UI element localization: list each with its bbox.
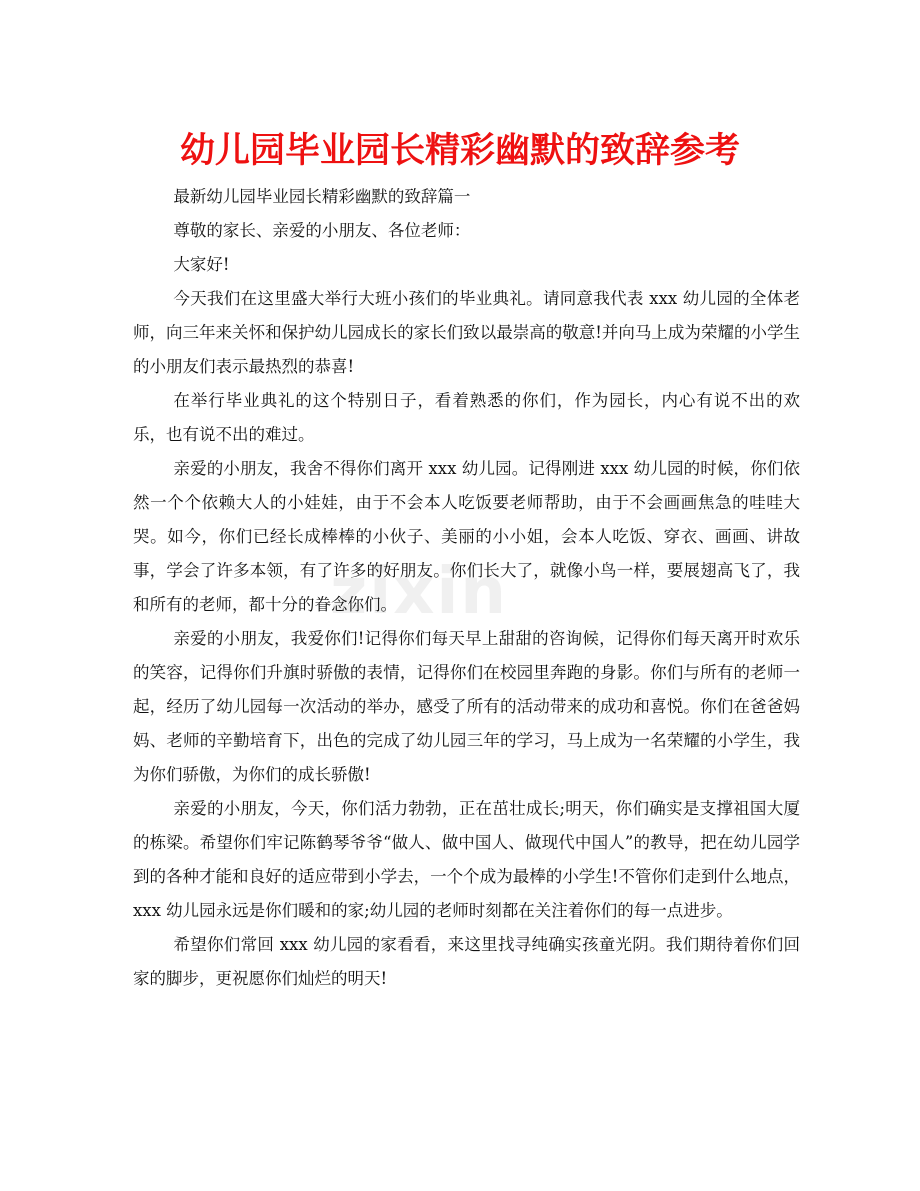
paragraph: 希望你们常回 xxx 幼儿园的家看看，来这里找寻纯确实孩童光阴。我们期待着你们回家的脚步，更祝愿你们灿烂的明天! <box>133 935 800 988</box>
paragraph: 亲爱的小朋友，我爱你们!记得你们每天早上甜甜的咨询候，记得你们每天离开时欢乐的笑容，记得你们升旗时骄傲的表情，记得你们在校园里奔跑的身影。你们与所有的老师一起，经历了幼儿园每一次活动的举办，感受了所有的活动带来的成功和喜悦。你们在爸爸妈妈、老师的辛勤培育下，出色的完成了幼儿园三年的学习，马上成为一名荣耀的小学生，我为你们骄傲，为你们的成长骄傲! <box>133 629 800 784</box>
document-body <box>133 180 800 996</box>
watermark: zixin <box>330 555 508 629</box>
greeting: 大家好! <box>173 255 230 274</box>
paragraph: 亲爱的小朋友，今天，你们活力勃勃，正在茁壮成长;明天，你们确实是支撑祖国大厦的栋梁。希望你们牢记陈鹤琴爷爷“做人、做中国人、做现代中国人”的教导，把在幼儿园学到的各种才能和良好的适应带到小学去，一个个成为最棒的小学生!不管你们走到什么地点，xxx 幼儿园永远是你们暖和的家;幼儿园的老师时刻都在关注着你们的每一点进步。 <box>133 799 800 920</box>
document-title: 幼儿园毕业园长精彩幽默的致辞参考 <box>179 131 740 171</box>
paragraph: 亲爱的小朋友，我舍不得你们离开 xxx 幼儿园。记得刚进 xxx 幼儿园的时候，你们依然一个个依赖大人的小娃娃，由于不会本人吃饭要老师帮助，由于不会画画焦急的哇哇大哭。如今，你们已经长成棒棒的小伙子、美丽的小小姐，会本人吃饭、穿衣、画画、讲故事，学会了许多本领，有了许多的好朋友。你们长大了，就像小鸟一样，要展翅高飞了，我和所有的老师，都十分的眷念你们。 <box>133 459 800 614</box>
section-heading: 最新幼儿园毕业园长精彩幽默的致辞篇一 <box>173 187 471 206</box>
salutation: 尊敬的家长、亲爱的小朋友、各位老师： <box>173 221 471 240</box>
paragraph: 在举行毕业典礼的这个特别日子，看着熟悉的你们，作为园长，内心有说不出的欢乐，也有说不出的难过。 <box>133 391 800 444</box>
paragraph: 今天我们在这里盛大举行大班小孩们的毕业典礼。请同意我代表 xxx 幼儿园的全体老师，向三年来关怀和保护幼儿园成长的家长们致以最崇高的敬意!并向马上成为荣耀的小学生的小朋友们表示最热烈的恭喜! <box>133 289 800 376</box>
